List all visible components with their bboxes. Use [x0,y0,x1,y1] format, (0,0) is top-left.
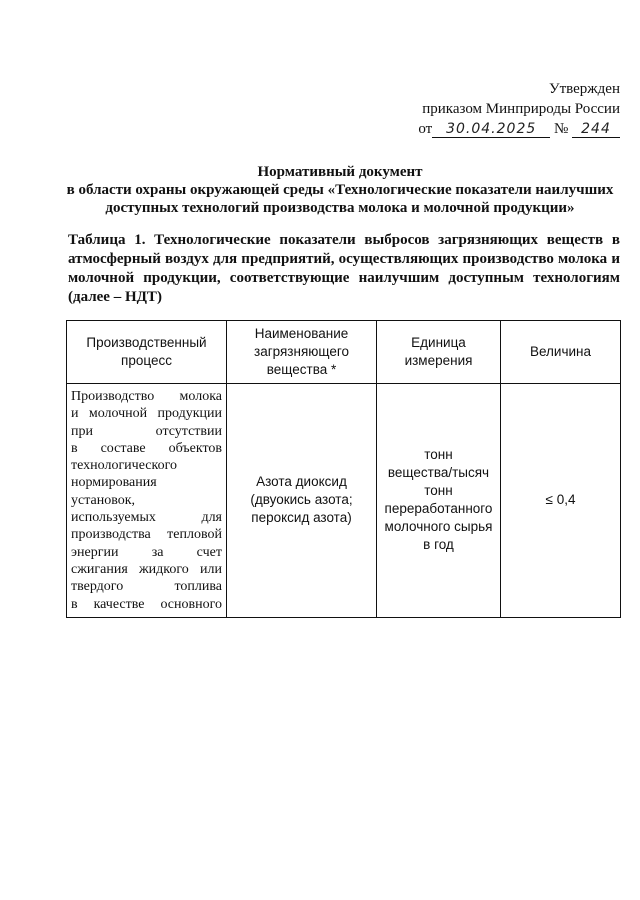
order-number-handwritten: 244 [572,121,620,138]
document-title-line-1: Нормативный документ [257,164,423,180]
document-title-line-3: доступных технологий производства молока и молочной продукции» [105,200,575,216]
order-date-number [418,119,620,139]
approved-by-order: приказом Минприроды России [422,101,620,117]
unit-cell: тонн вещества/тысяч тонн переработанного молочного сырья в год [377,384,501,618]
header-process: Производственный процесс [67,321,227,384]
process-cell: Производство молока и молочной продукции при отсутствии в составе объектов технологического нормирования установок, используемых для производства тепловой энергии за счет сжигания жидкого или твердого топлива в качестве основного [67,384,227,618]
header-substance: Наименование загрязняющего вещества * [227,321,377,384]
header-unit: Единица измерения [377,321,501,384]
document-title [60,163,620,217]
table-row [67,384,621,618]
substance-cell: Азота диоксид (двуокись азота; пероксид азота) [227,384,377,618]
from-prefix: от [418,121,433,137]
value-cell: ≤ 0,4 [501,384,621,618]
table-caption: Таблица 1. Технологические показатели выбросов загрязняющих веществ в атмосферный воздух для предприятий, осуществляющих производство молока и молочной продукции, соответствующие наилучшим доступным технологиям (далее – НДТ) [68,232,620,305]
indicators-table [66,320,621,618]
table-header-row [67,321,621,384]
document-title-line-2: в области охраны окружающей среды «Технологические показатели наилучших [66,182,614,198]
number-sign: № [553,121,569,137]
approved-label: Утвержден [548,81,620,97]
order-date-handwritten: 30.04.2025 [432,121,550,138]
header-value: Величина [501,321,621,384]
approval-block [418,79,620,139]
